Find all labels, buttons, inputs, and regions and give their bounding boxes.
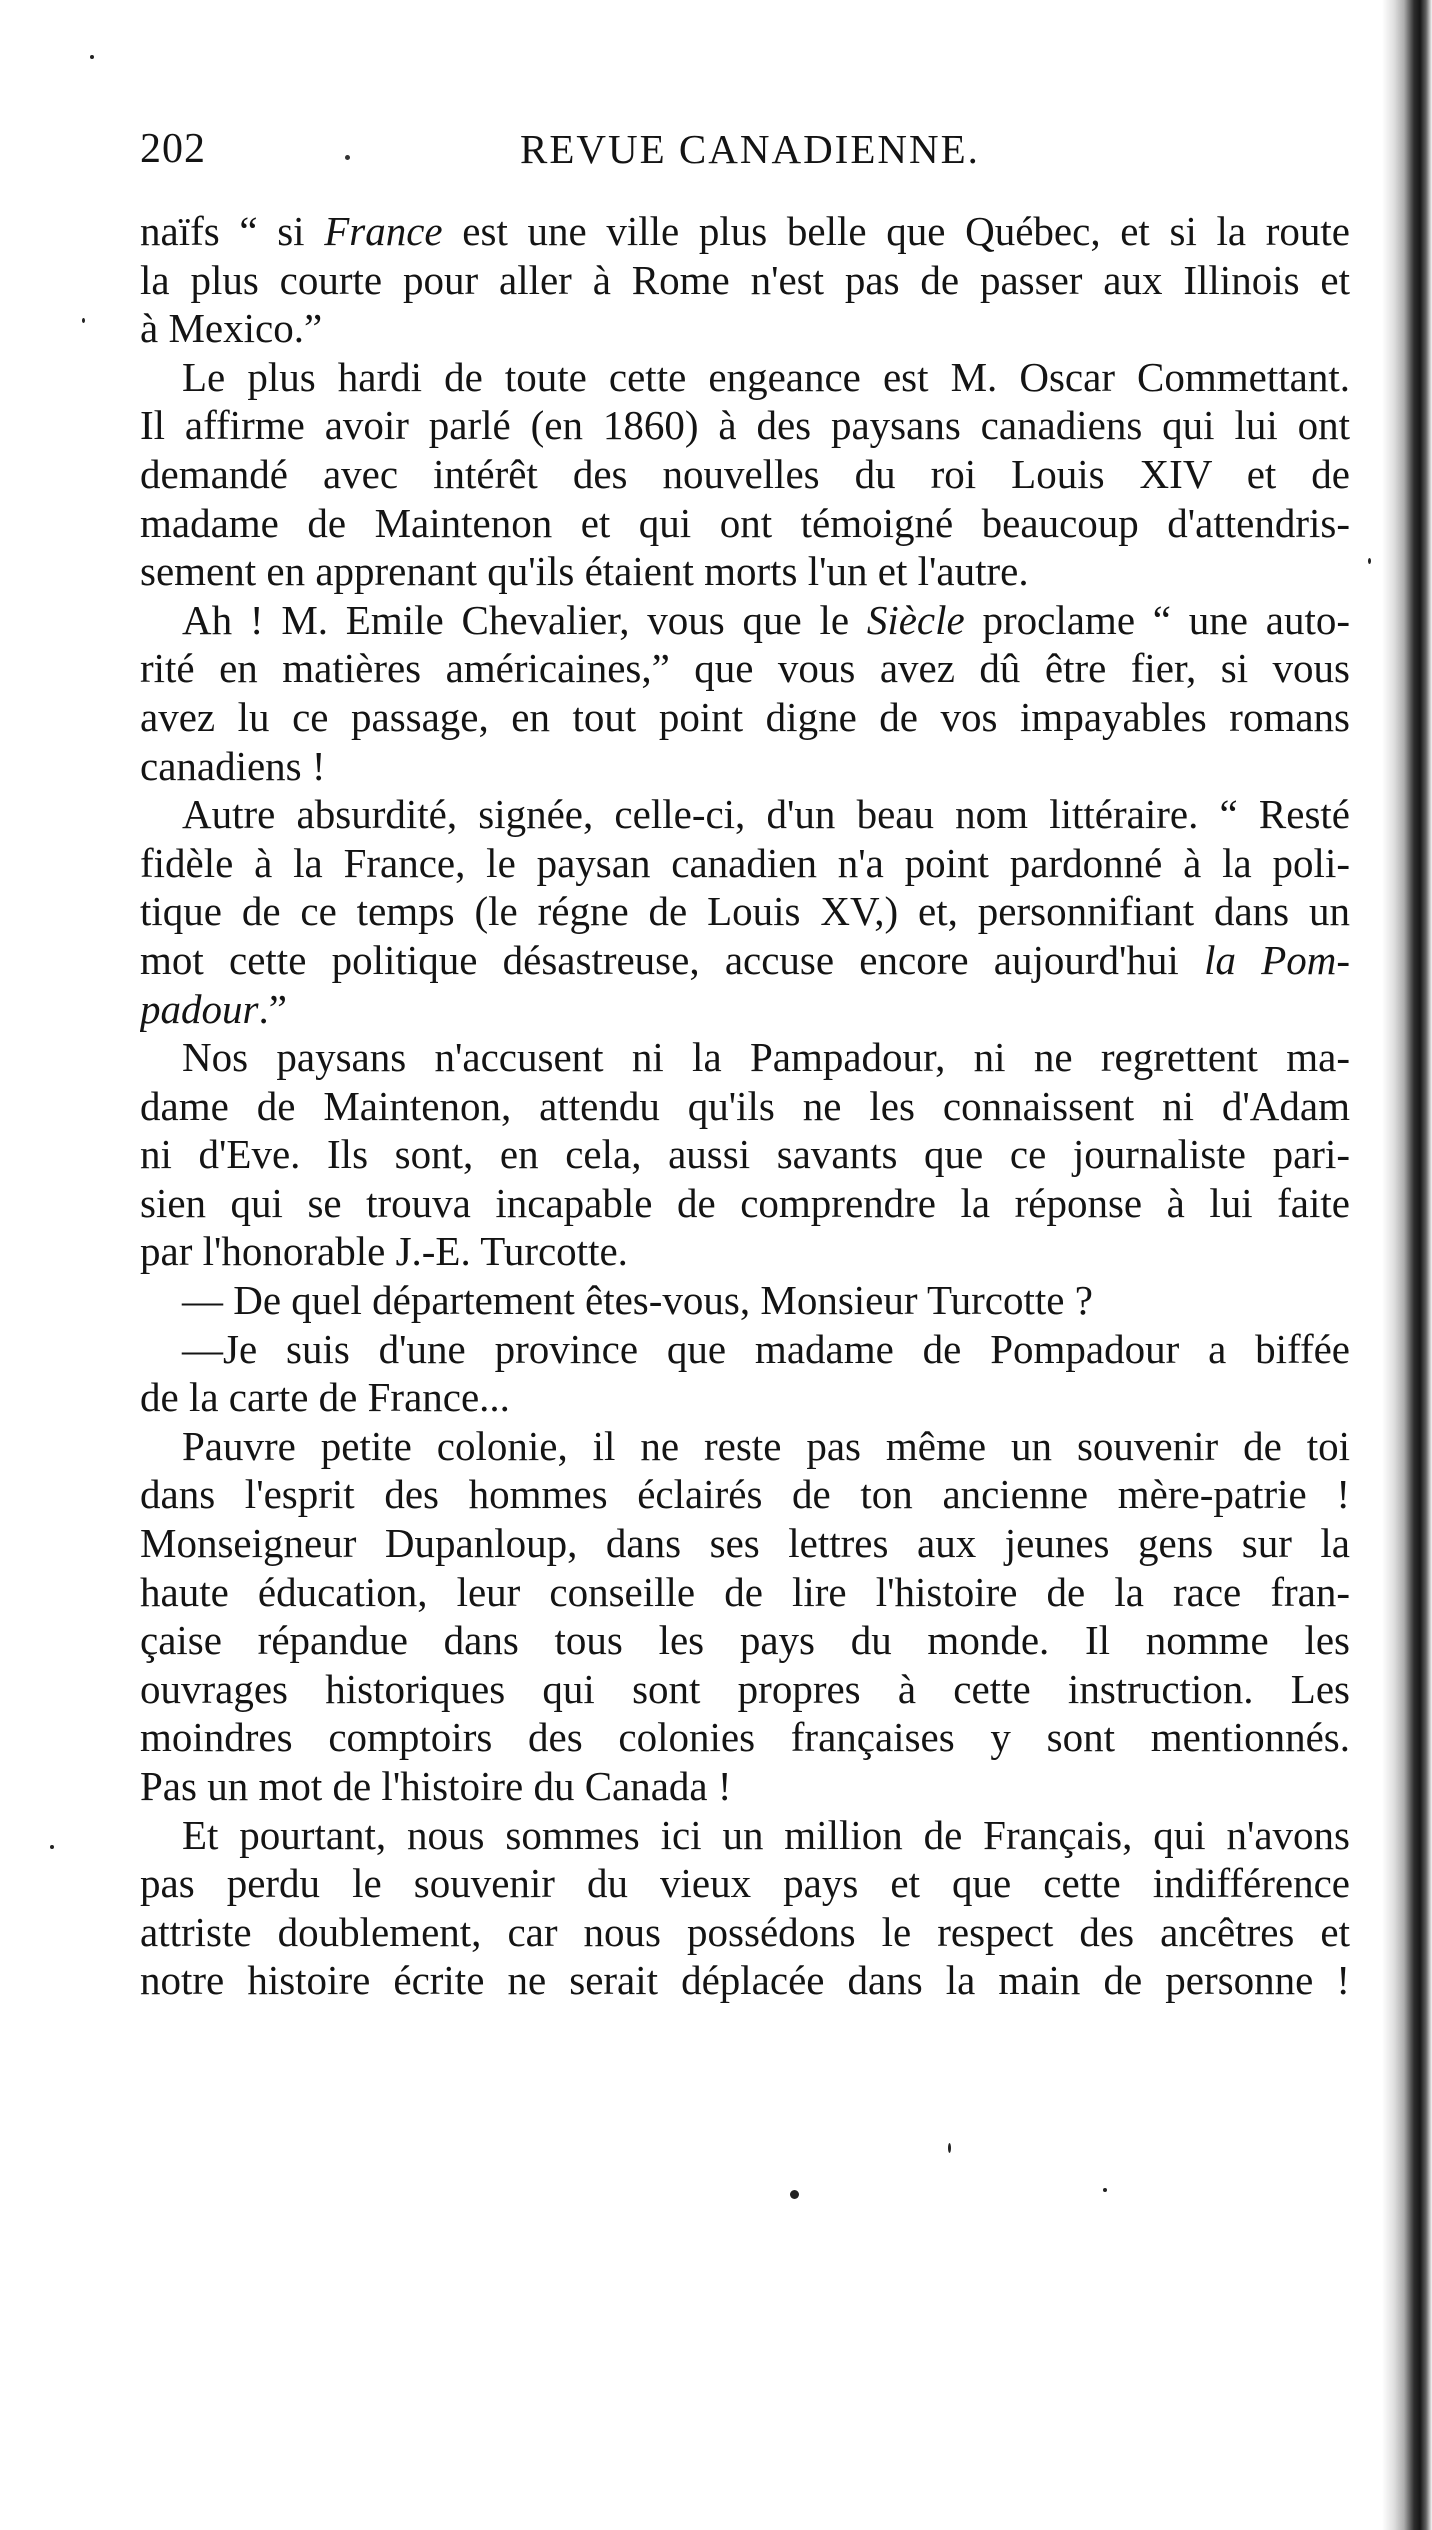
page-number: 202 xyxy=(140,126,206,172)
text-line: sien qui se trouva incapable de comprendre la réponse à lui faite xyxy=(140,1179,1350,1226)
header-dot xyxy=(345,155,350,160)
text-line: ni d'Eve. Ils sont, en cela, aussi savants que ce journaliste pari- xyxy=(140,1131,1350,1178)
text-line: mot cette politique désastreuse, accuse encore aujourd'hui la Pom- xyxy=(140,936,1350,983)
text-line: ouvrages historiques qui sont propres à cette instruction. Les xyxy=(140,1665,1350,1712)
text-line: padour.” xyxy=(140,985,287,1032)
text-line: pas perdu le souvenir du vieux pays et que cette indifférence xyxy=(140,1860,1350,1907)
text-line: de la carte de France... xyxy=(140,1374,510,1421)
dialogue-line: —Je suis d'une province que madame de Pompadour a biffée xyxy=(182,1325,1350,1372)
text-line: çaise répandue dans tous les pays du monde. Il nomme les xyxy=(140,1617,1350,1664)
print-speck xyxy=(948,2143,951,2153)
text-line: notre histoire écrite ne serait déplacée dans la main de personne ! xyxy=(140,1957,1350,2004)
text-line: moindres comptoirs des colonies françaises y sont mentionnés. xyxy=(140,1714,1350,1761)
text-line: Il affirme avoir parlé (en 1860) à des paysans canadiens qui lui ont xyxy=(140,402,1350,449)
text-line: Ah ! M. Emile Chevalier, vous que le Siècle proclame “ une auto- xyxy=(182,596,1350,643)
page-edge-shadow xyxy=(1382,0,1432,2530)
page-header xyxy=(140,125,1350,185)
text-line: madame de Maintenon et qui ont témoigné beaucoup d'attendris- xyxy=(140,499,1350,546)
text-line: tique de ce temps (le régne de Louis XV,) et, personnifiant dans un xyxy=(140,888,1350,935)
body-text xyxy=(140,207,1350,2005)
text-line: avez lu ce passage, en tout point digne de vos impayables romans xyxy=(140,693,1350,740)
text-line: attriste doublement, car nous possédons le respect des ancêtres et xyxy=(140,1908,1350,1955)
text-line: naïfs “ si France est une ville plus belle que Québec, et si la route xyxy=(140,208,1350,254)
text-line: dans l'esprit des hommes éclairés de ton ancienne mère-patrie ! xyxy=(140,1471,1350,1518)
text-line: canadiens ! xyxy=(140,742,326,789)
text-line: demandé avec intérêt des nouvelles du roi Louis XIV et de xyxy=(140,450,1350,497)
text-line: rité en matières américaines,” que vous avez dû être fier, si vous xyxy=(140,645,1350,692)
text-line: à Mexico.” xyxy=(140,305,323,352)
text-line: dame de Maintenon, attendu qu'ils ne les connaissent ni d'Adam xyxy=(140,1082,1350,1129)
text-line: Autre absurdité, signée, celle-ci, d'un beau nom littéraire. “ Resté xyxy=(182,791,1350,838)
text-line: la plus courte pour aller à Rome n'est pas de passer aux Illinois et xyxy=(140,256,1350,303)
print-speck xyxy=(90,55,94,59)
print-speck xyxy=(50,1845,54,1849)
print-speck xyxy=(790,2190,799,2199)
print-speck xyxy=(1368,558,1371,564)
text-line: Monseigneur Dupanloup, dans ses lettres aux jeunes gens sur la xyxy=(140,1520,1350,1567)
print-speck xyxy=(1103,2188,1107,2192)
text-line: Pauvre petite colonie, il ne reste pas même un souvenir de toi xyxy=(182,1422,1350,1469)
text-line: fidèle à la France, le paysan canadien n'a point pardonné à la poli- xyxy=(140,839,1350,886)
running-title: REVUE CANADIENNE. xyxy=(520,126,980,172)
text-line: sement en apprenant qu'ils étaient morts l'un et l'autre. xyxy=(140,548,1029,595)
text-line: Le plus hardi de toute cette engeance est M. Oscar Commettant. xyxy=(182,353,1350,400)
text-line: Pas un mot de l'histoire du Canada ! xyxy=(140,1763,732,1809)
text-line: par l'honorable J.-E. Turcotte. xyxy=(140,1228,628,1275)
text-line: haute éducation, leur conseille de lire l'histoire de la race fran- xyxy=(140,1568,1350,1615)
print-speck xyxy=(82,318,85,323)
dialogue-line: — De quel département êtes-vous, Monsieur Turcotte ? xyxy=(182,1277,1093,1324)
text-line: Nos paysans n'accusent ni la Pampadour, ni ne regrettent ma- xyxy=(182,1034,1350,1081)
text-line: Et pourtant, nous sommes ici un million de Français, qui n'avons xyxy=(182,1811,1350,1858)
